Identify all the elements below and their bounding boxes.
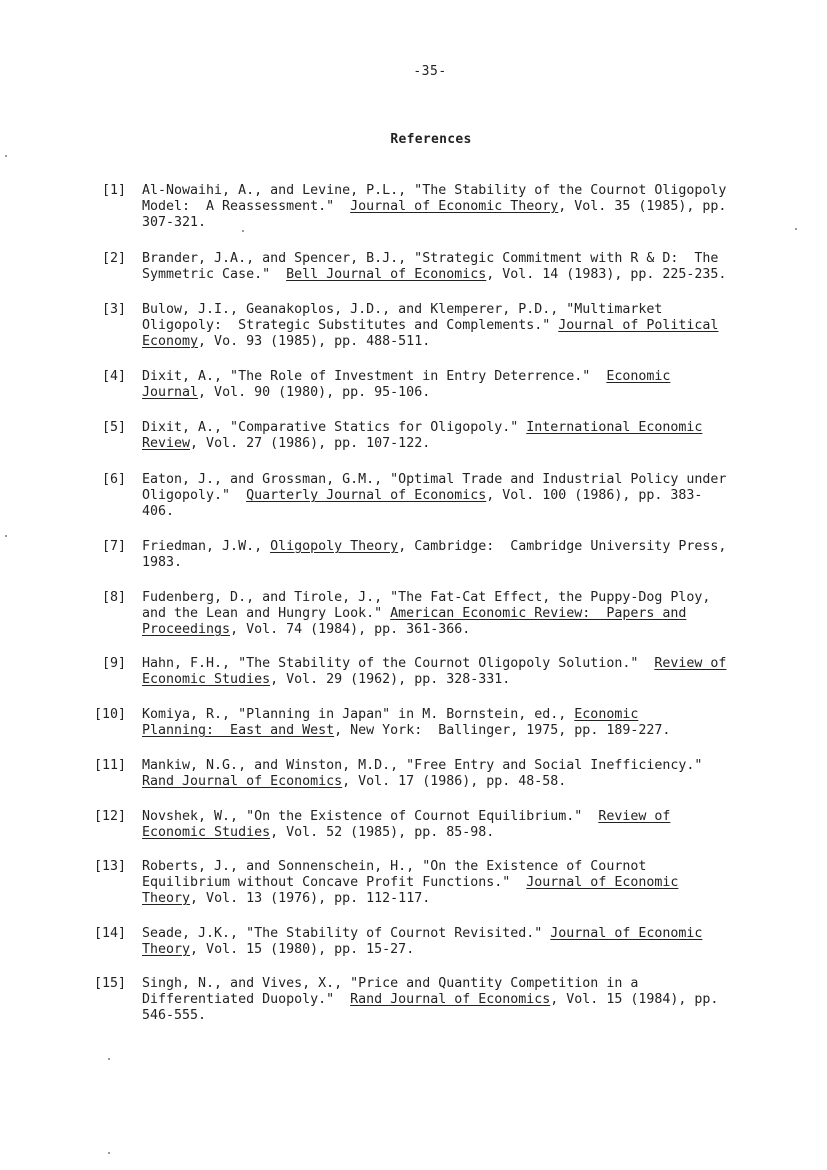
reference-text xyxy=(142,656,772,688)
publication-title: International Economic xyxy=(526,420,703,435)
citation-text: , Vol. 100 (1986), pp. 383- xyxy=(486,488,703,503)
publication-title: Bell Journal of Economics xyxy=(286,267,487,282)
citation-text: , Vol. 15 (1984), pp. xyxy=(550,992,719,1007)
reference-line xyxy=(142,539,772,555)
scan-speck xyxy=(5,155,7,157)
reference-line xyxy=(142,590,772,606)
publication-title: Proceedings xyxy=(142,622,231,637)
citation-text: Friedman, J.W., xyxy=(142,539,271,554)
publication-title: Journal of Economic Theory xyxy=(350,199,559,214)
reference-line xyxy=(142,622,772,638)
publication-title: Journal of Economic xyxy=(526,875,679,890)
reference-line xyxy=(142,488,772,504)
citation-text: Oligopoly." xyxy=(142,488,247,503)
publication-title: Review of xyxy=(654,656,727,671)
reference-line xyxy=(142,606,772,622)
publication-title: Economic xyxy=(606,369,671,384)
reference-number: [15] xyxy=(93,976,126,991)
citation-text: Model: A Reassessment." xyxy=(142,199,351,214)
reference-line xyxy=(142,707,772,723)
citation-text: Bulow, J.I., Geanakoplos, J.D., and Klemperer, P.D., "Multimarket xyxy=(142,302,663,317)
reference-line xyxy=(142,318,772,334)
reference-text xyxy=(142,369,772,401)
reference-text xyxy=(142,926,772,958)
citation-text: Dixit, A., "Comparative Statics for Oligopoly." xyxy=(142,420,527,435)
citation-text: Dixit, A., "The Role of Investment in Entry Deterrence." xyxy=(142,369,607,384)
citation-text: , New York: Ballinger, 1975, pp. 189-227. xyxy=(334,723,671,738)
citation-text: 406. xyxy=(142,504,175,519)
reference-number: [3] xyxy=(101,302,126,317)
citation-text: , Vol. 15 (1980), pp. 15-27. xyxy=(190,942,415,957)
reference-number: [5] xyxy=(101,420,126,435)
citation-text: , Vol. 14 (1983), pp. 225-235. xyxy=(486,267,727,282)
reference-line xyxy=(142,891,772,907)
publication-title: Review of xyxy=(598,809,671,824)
references-heading: References xyxy=(390,132,472,147)
citation-text: , Vol. 13 (1976), pp. 112-117. xyxy=(190,891,431,906)
publication-title: Rand Journal of Economics xyxy=(142,774,343,789)
scan-speck xyxy=(795,228,797,230)
publication-title: Rand Journal of Economics xyxy=(350,992,551,1007)
reference-line xyxy=(142,267,772,283)
publication-title: Oligopoly Theory xyxy=(270,539,399,554)
page-number: -35- xyxy=(413,64,447,79)
publication-title: Journal of Economic xyxy=(550,926,703,941)
citation-text: Symmetric Case." xyxy=(142,267,287,282)
publication-title: Journal xyxy=(142,385,199,400)
citation-text: Seade, J.K., "The Stability of Cournot Revisited." xyxy=(142,926,551,941)
reference-line xyxy=(142,976,772,992)
reference-line xyxy=(142,251,772,267)
reference-line xyxy=(142,758,772,774)
reference-text xyxy=(142,420,772,452)
scan-speck xyxy=(108,1058,110,1060)
reference-number: [7] xyxy=(101,539,126,554)
citation-text: 307-321. xyxy=(142,215,207,230)
reference-line xyxy=(142,334,772,350)
citation-text: Hahn, F.H., "The Stability of the Cournot Oligopoly Solution." xyxy=(142,656,655,671)
citation-text: 546-555. xyxy=(142,1008,207,1023)
publication-title: Economic Studies xyxy=(142,672,271,687)
reference-number: [2] xyxy=(101,251,126,266)
reference-line xyxy=(142,436,772,452)
citation-text: Eaton, J., and Grossman, G.M., "Optimal Trade and Industrial Policy under xyxy=(142,472,727,487)
citation-text: Fudenberg, D., and Tirole, J., "The Fat-Cat Effect, the Puppy-Dog Ploy, xyxy=(142,590,711,605)
publication-title: Economy xyxy=(142,334,199,349)
publication-title: Quarterly Journal of Economics xyxy=(246,488,487,503)
citation-text: , Vol. 52 (1985), pp. 85-98. xyxy=(270,825,495,840)
reference-line xyxy=(142,926,772,942)
citation-text: Oligopoly: Strategic Substitutes and Complements." xyxy=(142,318,559,333)
reference-line xyxy=(142,859,772,875)
reference-line xyxy=(142,672,772,688)
publication-title: Theory xyxy=(142,942,191,957)
citation-text: , Vol. 35 (1985), pp. xyxy=(558,199,727,214)
reference-number: [6] xyxy=(101,472,126,487)
reference-text xyxy=(142,590,772,638)
reference-line xyxy=(142,302,772,318)
citation-text: , Vol. 27 (1986), pp. 107-122. xyxy=(190,436,431,451)
reference-line xyxy=(142,825,772,841)
publication-title: Theory xyxy=(142,891,191,906)
citation-text: Equilibrium without Concave Profit Functions." xyxy=(142,875,527,890)
reference-number: [4] xyxy=(101,369,126,384)
reference-number: [8] xyxy=(101,590,126,605)
reference-line xyxy=(142,555,772,571)
reference-line xyxy=(142,656,772,672)
citation-text: , Cambridge: Cambridge University Press, xyxy=(398,539,727,554)
reference-text xyxy=(142,183,772,231)
citation-text: Brander, J.A., and Spencer, B.J., "Strategic Commitment with R & D: The xyxy=(142,251,719,266)
reference-line xyxy=(142,875,772,891)
publication-title: Economic Studies xyxy=(142,825,271,840)
citation-text: and the Lean and Hungry Look." xyxy=(142,606,391,621)
reference-line xyxy=(142,504,772,520)
reference-text xyxy=(142,859,772,907)
reference-text xyxy=(142,302,772,350)
citation-text: Komiya, R., "Planning in Japan" in M. Bornstein, ed., xyxy=(142,707,575,722)
reference-text xyxy=(142,539,772,571)
reference-text xyxy=(142,472,772,520)
reference-line xyxy=(142,215,772,231)
reference-line xyxy=(142,369,772,385)
reference-text xyxy=(142,707,772,739)
reference-line xyxy=(142,992,772,1008)
citation-text: , Vol. 29 (1962), pp. 328-331. xyxy=(270,672,511,687)
reference-number: [9] xyxy=(101,656,126,671)
reference-text xyxy=(142,758,772,790)
reference-number: [13] xyxy=(93,859,126,874)
citation-text: Differentiated Duopoly." xyxy=(142,992,351,1007)
citation-text: Singh, N., and Vives, X., "Price and Quantity Competition in a xyxy=(142,976,639,991)
reference-number: [11] xyxy=(93,758,126,773)
citation-text: Al-Nowaihi, A., and Levine, P.L., "The Stability of the Cournot Oligopoly xyxy=(142,183,727,198)
reference-number: [10] xyxy=(93,707,126,722)
citation-text: , Vol. 17 (1986), pp. 48-58. xyxy=(342,774,567,789)
publication-title: Economic xyxy=(574,707,639,722)
scan-speck xyxy=(5,535,7,537)
scan-speck xyxy=(242,230,244,232)
reference-line xyxy=(142,809,772,825)
citation-text: Roberts, J., and Sonnenschein, H., "On the Existence of Cournot xyxy=(142,859,647,874)
reference-line xyxy=(142,199,772,215)
reference-number: [1] xyxy=(101,183,126,198)
reference-line xyxy=(142,420,772,436)
citation-text: , Vol. 74 (1984), pp. 361-366. xyxy=(230,622,471,637)
publication-title: Journal of Political xyxy=(558,318,719,333)
scan-speck xyxy=(108,1152,110,1154)
reference-number: [14] xyxy=(93,926,126,941)
citation-text: , Vol. 90 (1980), pp. 95-106. xyxy=(198,385,431,400)
publication-title: Review xyxy=(142,436,191,451)
reference-line xyxy=(142,1008,772,1024)
reference-line xyxy=(142,774,772,790)
reference-text xyxy=(142,976,772,1024)
reference-line xyxy=(142,183,772,199)
reference-line xyxy=(142,942,772,958)
reference-text xyxy=(142,251,772,283)
reference-line xyxy=(142,472,772,488)
reference-number: [12] xyxy=(93,809,126,824)
citation-text: Mankiw, N.G., and Winston, M.D., "Free Entry and Social Inefficiency." xyxy=(142,758,703,773)
citation-text: 1983. xyxy=(142,555,183,570)
citation-text: , Vo. 93 (1985), pp. 488-511. xyxy=(198,334,431,349)
citation-text: Novshek, W., "On the Existence of Cournot Equilibrium." xyxy=(142,809,599,824)
publication-title: American Economic Review: Papers and xyxy=(390,606,687,621)
reference-line xyxy=(142,385,772,401)
publication-title: Planning: East and West xyxy=(142,723,335,738)
reference-line xyxy=(142,723,772,739)
reference-text xyxy=(142,809,772,841)
